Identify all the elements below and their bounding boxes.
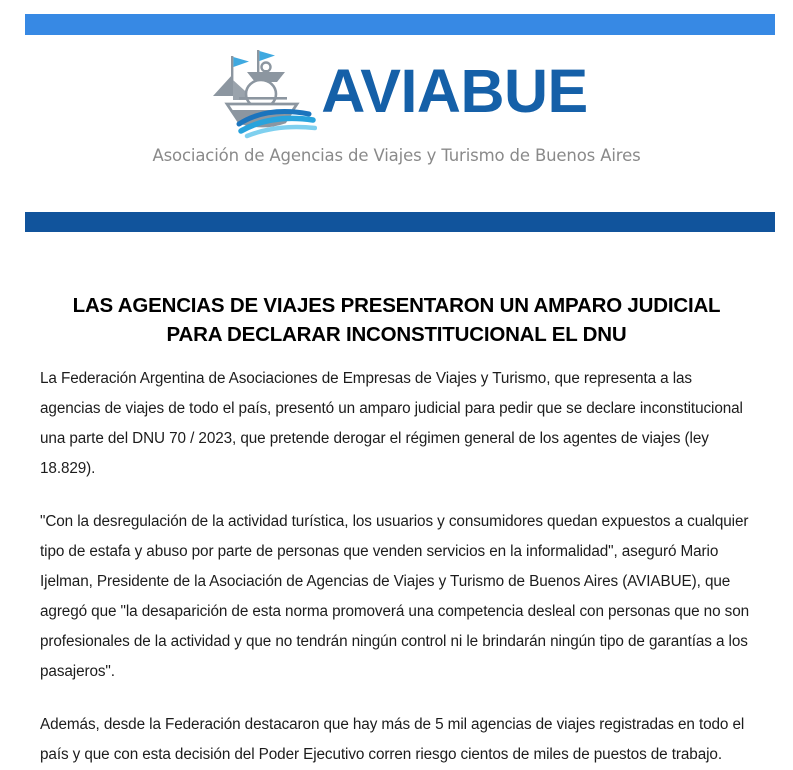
logo [205, 40, 588, 140]
masthead [0, 40, 793, 200]
logo-tagline: Asociación de Agencias de Viajes y Turismo de Buenos Aires [152, 146, 641, 165]
sailing-ship-icon [205, 44, 317, 140]
body-paragraph: La Federación Argentina de Asociaciones de Empresas de Viajes y Turismo, que representa a las agencias de viajes de todo el país, presentó un amparo judicial para pedir que se declare inconstitucional una parte del DNU 70 / 2023, que pretende derogar el régimen general de los agentes de viajes (ley 18.829). [40, 370, 743, 477]
body-paragraph: Además, desde la Federación destacaron que hay más de 5 mil agencias de viajes registradas en todo el país y que con esta decisión del Poder Ejecutivo corren riesgo cientos de miles de puestos de trabajo. [40, 716, 745, 763]
page-title [40, 291, 753, 350]
body-paragraph: "Con la desregulación de la actividad turística, los usuarios y consumidores quedan expuestos a cualquier tipo de estafa y abuso por parte de personas que venden servicios en la informalidad", aseguró Mario Ijelman, Presidente de la Asociación de Agencias de Viajes y Turismo de Buenos Aires (AVIABUE), que agregó que "la desaparición de esta norma promoverá una competencia desleal con personas que no son profesionales de la actividad y que no tendrán ningún control ni le brindarán ningún tipo de garantías a los pasajeros". [40, 513, 750, 680]
logo-wordmark: AVIABUE [321, 56, 588, 125]
top-accent-bar [25, 14, 775, 35]
page-title-line-2: PARA DECLARAR INCONSTITUCIONAL EL DNU [166, 323, 627, 347]
article-body [40, 364, 755, 770]
divider-accent-bar [25, 212, 775, 232]
page-title-line-1: LAS AGENCIAS DE VIAJES PRESENTARON UN AMPARO JUDICIAL [72, 293, 721, 317]
